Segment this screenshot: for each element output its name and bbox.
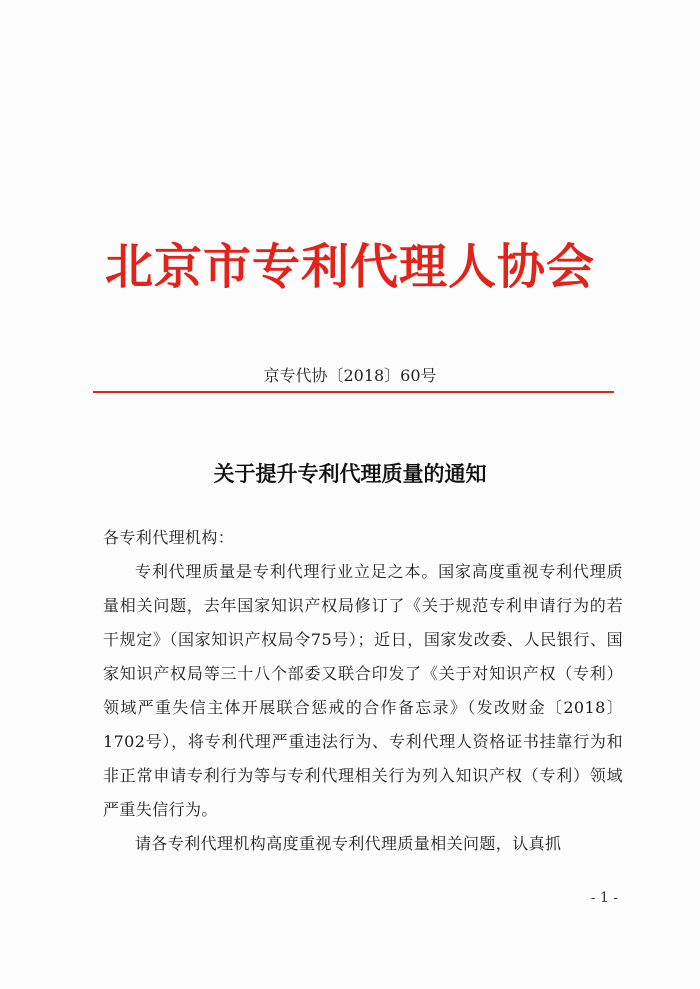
notice-body	[103, 521, 623, 861]
page-number: - 1 -	[590, 890, 618, 906]
notice-title: 关于提升专利代理质量的通知	[213, 461, 487, 486]
letterhead-divider	[93, 391, 614, 393]
document-number: 京专代协〔2018〕60号	[263, 366, 437, 385]
body-paragraph: 请各专利代理机构高度重视专利代理质量相关问题，认真抓	[135, 834, 562, 853]
body-paragraph: 专利代理质量是专利代理行业立足之本。国家高度重视专利代理质量相关问题，去年国家知识产权局修订了《关于规范专利申请行为的若干规定》（国家知识产权局令75号）；近日，国家发改委、人民银行、国家知识产权局等三十八个部委又联合印发了《关于对知识产权（专利）领域严重失信主体开展联合惩戒的合作备忘录》（发改财金〔2018〕1702号），将专利代理严重违法行为、专利代理人资格证书挂靠行为和非正常申请专利行为等与专利代理相关行为列入知识产权（专利）领域严重失信行为。	[103, 562, 623, 819]
salutation: 各专利代理机构：	[103, 528, 235, 547]
organization-letterhead: 北京市专利代理人协会	[104, 239, 595, 295]
